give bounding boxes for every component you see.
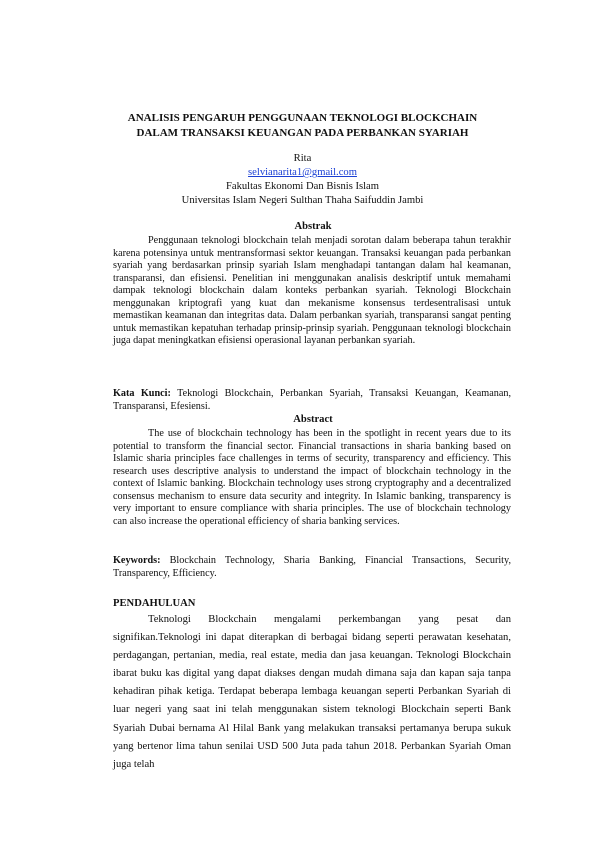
author-name: Rita <box>293 153 312 164</box>
author-email-link[interactable]: selvianarita1@gmail.com <box>248 167 357 178</box>
abstract-keywords <box>113 555 511 580</box>
pendahuluan-heading: PENDAHULUAN <box>113 598 196 609</box>
abstrak-text: Penggunaan teknologi blockchain telah menjadi sorotan dalam beberapa tahun terakhir karena potensinya untuk mentransformasi sektor keuangan. Transaksi keuangan pada perbankan syariah yang berdasarkan prinsip syariah Islam menghadapi tantangan dalam hal keamanan, transparansi, dan efisiensi. Penelitian ini menggunakan analisis deskriptif untuk memahami dampak teknologi blockchain dalam konteks perbankan syariah. Teknologi Blockchain menggunakan kriptografi yang kuat dan mekanisme konsensus terdesentralisasi untuk memastikan keamanan dan integritas data. Dalam perbankan syariah, transparansi sangat penting untuk memastikan kepatuhan terhadap prinsip-prinsip syariah. Penggunaan teknologi blockchain juga dapat meningkatkan efisiensi operasional layanan perbankan syariah. <box>113 235 511 346</box>
title-line-1: ANALISIS PENGARUH PENGGUNAAN TEKNOLOGI BLOCKCHAIN <box>127 112 478 124</box>
abstrak-heading: Abstrak <box>294 221 332 232</box>
author-email-line <box>80 166 525 180</box>
title-line-2: DALAM TRANSAKSI KEUANGAN PADA PERBANKAN SYARIAH <box>136 127 469 139</box>
pendahuluan-text: Teknologi Blockchain mengalami perkembangan yang pesat dan signifikan.Teknologi ini dapat diterapkan di berbagai bidang seperti perawatan kesehatan, perdagangan, pertanian, media, real estate, media dan jasa keuangan. Teknologi Blockchain ibarat buku kas digital yang dapat diakses dengan mudah dimana saja dan kapan saja tanpa kehadiran pihak ketiga. Terdapat beberapa lembaga keuangan seperti Perbankan Syariah di luar negeri yang saat ini telah menggunakan sistem teknologi Blockchain seperti Bank Syariah Dubai bernama Al Hilal Bank yang melakukan transaksi pertamanya berupa sukuk yang bertenor lima tahun senilai USD 500 Juta pada tahun 2018. Perbankan Syariah Oman juga telah <box>113 614 511 770</box>
abstract-heading: Abstract <box>293 414 333 425</box>
abstrak-keywords <box>113 388 511 413</box>
abstrak-keywords-label: Kata Kunci: <box>113 388 171 399</box>
abstract-text: The use of blockchain technology has been in the spotlight in recent years due to its potential to transform the financial sector. Financial transactions in sharia banking based on Islamic sharia principles face challenges in terms of security, transparency and efficiency. This research uses descriptive analysis to understand the impact of blockchain technology in the context of Islamic banking. Blockchain technology uses strong cryptography and a decentralized consensus mechanism to ensure data security and integrity. In Islamic banking, transparency is very important to ensure compliance with sharia principles. The use of blockchain technology can also increase the operational efficiency of sharia banking services. <box>113 428 511 527</box>
paper-title <box>80 111 525 141</box>
abstract-keywords-label: Keywords: <box>113 555 161 566</box>
abstract-keywords-list: Blockchain Technology, Sharia Banking, Financial Transactions, Security, Transparency, Efficiency. <box>113 555 511 579</box>
author-university: Universitas Islam Negeri Sulthan Thaha Saifuddin Jambi <box>181 195 424 206</box>
abstrak-keywords-list: Teknologi Blockchain, Perbankan Syariah, Transaksi Keuangan, Keamanan, Transparansi, Efesiensi. <box>113 388 511 412</box>
author-faculty: Fakultas Ekonomi Dan Bisnis Islam <box>225 181 379 192</box>
